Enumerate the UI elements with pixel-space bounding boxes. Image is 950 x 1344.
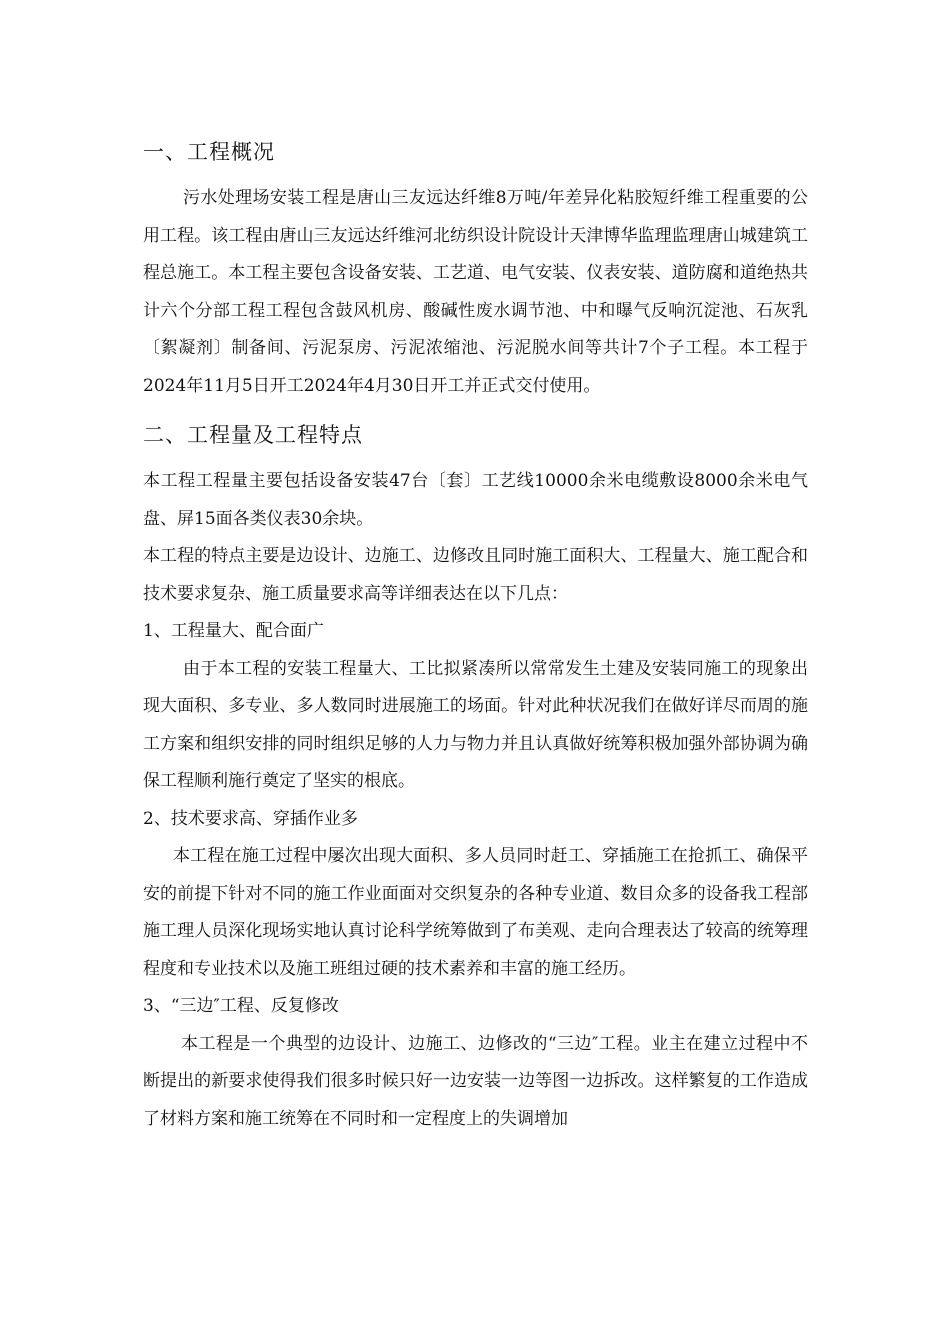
section-2-heading: 二、工程量及工程特点 [143, 423, 363, 447]
point-2-title: 2、技术要求高、穿插作业多 [143, 808, 358, 829]
point-1-title: 1、工程量大、配合面广 [143, 621, 324, 641]
point-2-text: 本工程在施工过程中屡次出现大面积、多人员同时赶工、穿插施工在抢抓工、确保平安的前提下针对不同的施工作业面面对交织复杂的各种专业道、数目众多的设备我工程部施工理人员深化现场实地认真讨论科学统筹做到了布美观、走向合理表达了较高的统筹理程度和专业技术以及施工班组过硬的技术素养和丰富的施工经历。 [143, 846, 808, 979]
point-3-text: 本工程是一个典型的边设计、边施工、边修改的“三边″工程。业主在建立过程中不断提出的新要求使得我们很多时候只好一边安装一边等图一边拆改。这样繁复的工作造成了材料方案和施工统筹在不同时和一定程度上的失调增加 [143, 1033, 808, 1129]
quantity-paragraph: 本工程工程量主要包括设备安装47台〔套〕工艺线10000余米电缆敷设8000余米电气盘、屏15面各类仪表30余块。 [143, 471, 808, 529]
point-1-text: 由于本工程的安装工程量大、工比拟紧凑所以常常发生土建及安装同施工的现象出现大面积、多专业、多人数同时进展施工的场面。针对此种状况我们在做好详尽而周的施工方案和组织安排的同时组织足够的人力与物力并且认真做好统筹积极加强外部协调为确保工程顺利施行奠定了坚实的根底。 [143, 658, 808, 791]
spacer [143, 405, 808, 415]
document-page [143, 132, 808, 1138]
section-1-paragraph: 污水处理场安装工程是唐山三友远达纤维8万吨/年差异化粘胶短纤维工程重要的公用工程。该工程由唐山三友远达纤维河北纺织设计院设计天津博华监理监理唐山城建筑工程总施工。本工程主要包含设备安装、工艺道、电气安装、仪表安装、道防腐和道绝热共计六个分部工程工程包含鼓风机房、酸碱性废水调节池、中和曝气反响沉淀池、石灰乳〔絮凝剂〕制备间、污泥泵房、污泥浓缩池、污泥脱水间等共计7个子工程。本工程于2024年11月5日开工2024年4月30日开工并正式交付使用。 [143, 188, 808, 396]
point-3-title: 3、“三边″工程、反复修改 [143, 996, 339, 1016]
features-paragraph: 本工程的特点主要是边设计、边施工、边修改且同时施工面积大、工程量大、施工配合和技术要求复杂、施工质量要求高等详细表达在以下几点： [143, 546, 808, 604]
section-1-heading: 一、工程概况 [143, 140, 275, 164]
